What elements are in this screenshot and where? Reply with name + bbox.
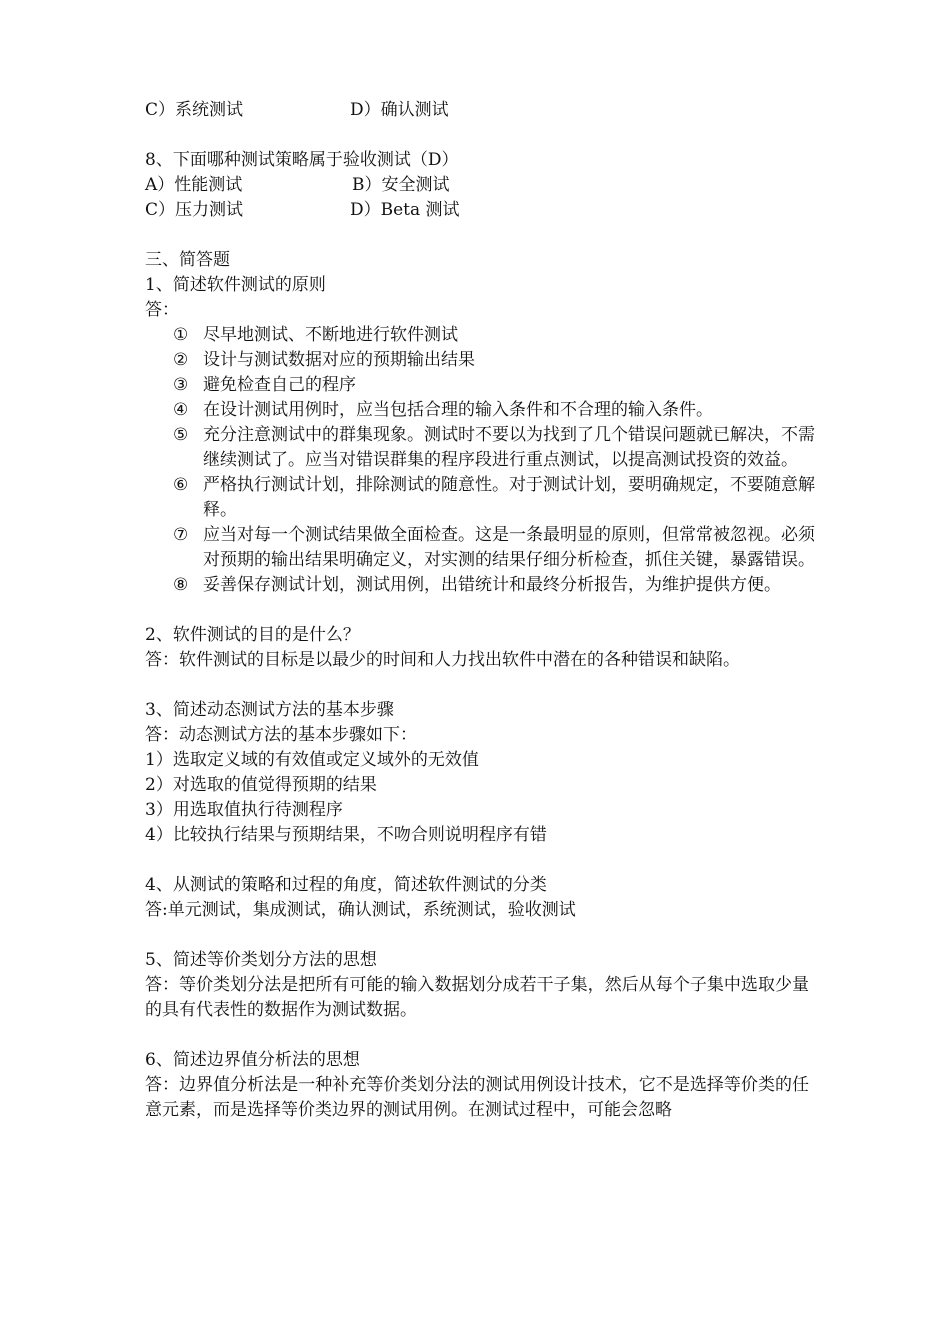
q8-option-c: C）压力测试 (145, 200, 244, 220)
spacer (145, 223, 815, 248)
q4-answer: 答:单元测试，集成测试，确认测试，系统测试，验收测试 (145, 900, 576, 920)
list-item (173, 323, 815, 348)
item-number: ① (173, 325, 189, 345)
q7-option-d: D）确认测试 (350, 100, 449, 120)
q2-answer: 答：软件测试的目标是以最少的时间和人力找出软件中潜在的各种错误和缺陷。 (145, 650, 740, 670)
item-text: 妥善保存测试计划，测试用例，出错统计和最终分析报告，为维护提供方便。 (203, 575, 781, 595)
spacer (145, 1023, 815, 1048)
q8-option-b: B）安全测试 (352, 175, 450, 195)
item-number: ⑧ (173, 575, 189, 595)
item-number: ② (173, 350, 189, 370)
spacer (145, 848, 815, 873)
list-item (173, 473, 815, 523)
item-text: 在设计测试用例时，应当包括合理的输入条件和不合理的输入条件。 (203, 400, 713, 420)
list-item (173, 523, 815, 573)
item-number: ⑦ (173, 525, 189, 545)
q3-step: 3）用选取值执行待测程序 (145, 800, 343, 820)
q8-option-a: A）性能测试 (145, 175, 243, 195)
q7-option-c: C）系统测试 (145, 100, 244, 120)
spacer (145, 673, 815, 698)
q7-options-row-cd (145, 98, 815, 123)
spacer (145, 123, 815, 148)
q4-question: 4、从测试的策略和过程的角度，简述软件测试的分类 (145, 875, 547, 895)
q8-question: 8、下面哪种测试策略属于验收测试（D） (145, 150, 459, 170)
q5-question: 5、简述等价类划分方法的思想 (145, 950, 377, 970)
q8-options-row-ab (145, 173, 815, 198)
q6-answer: 答：边界值分析法是一种补充等价类划分法的测试用例设计技术，它不是选择等价类的任意元素，而是选择等价类边界的测试用例。在测试过程中，可能会忽略 (145, 1075, 809, 1120)
item-number: ⑤ (173, 425, 189, 445)
q3-step: 4）比较执行结果与预期结果，不吻合则说明程序有错 (145, 825, 547, 845)
spacer (145, 923, 815, 948)
item-text: 尽早地测试、不断地进行软件测试 (203, 325, 458, 345)
item-text: 设计与测试数据对应的预期输出结果 (203, 350, 475, 370)
item-text: 避免检查自己的程序 (203, 375, 356, 395)
list-item (173, 398, 815, 423)
q3-question: 3、简述动态测试方法的基本步骤 (145, 700, 394, 720)
list-item (173, 423, 815, 473)
list-item (173, 373, 815, 398)
item-number: ③ (173, 375, 189, 395)
item-number: ⑥ (173, 475, 189, 495)
list-item (173, 573, 815, 598)
q1-principles-list (173, 323, 815, 598)
item-text: 充分注意测试中的群集现象。测试时不要以为找到了几个错误问题就已解决，不需继续测试了。应当对错误群集的程序段进行重点测试，以提高测试投资的效益。 (203, 425, 815, 470)
q3-step: 1）选取定义域的有效值或定义域外的无效值 (145, 750, 479, 770)
q3-answer: 答：动态测试方法的基本步骤如下： (145, 725, 417, 745)
item-text: 严格执行测试计划，排除测试的随意性。对于测试计划，要明确规定，不要随意解释。 (203, 475, 815, 520)
list-item (173, 348, 815, 373)
q6-question: 6、简述边界值分析法的思想 (145, 1050, 360, 1070)
item-text: 应当对每一个测试结果做全面检查。这是一条最明显的原则，但常常被忽视。必须对预期的输出结果明确定义，对实测的结果仔细分析检查，抓住关键，暴露错误。 (203, 525, 815, 570)
q1-answer-label: 答： (145, 300, 179, 320)
q3-step: 2）对选取的值觉得预期的结果 (145, 775, 377, 795)
q8-options-row-cd (145, 198, 815, 223)
q5-answer: 答：等价类划分法是把所有可能的输入数据划分成若干子集，然后从每个子集中选取少量的具有代表性的数据作为测试数据。 (145, 975, 809, 1020)
q1-question: 1、简述软件测试的原则 (145, 275, 326, 295)
spacer (145, 598, 815, 623)
section-title: 三、简答题 (145, 250, 230, 270)
q8-option-d: D）Beta 测试 (350, 200, 460, 220)
item-number: ④ (173, 400, 189, 420)
document-page (145, 98, 815, 1123)
q2-question: 2、软件测试的目的是什么？ (145, 625, 360, 645)
